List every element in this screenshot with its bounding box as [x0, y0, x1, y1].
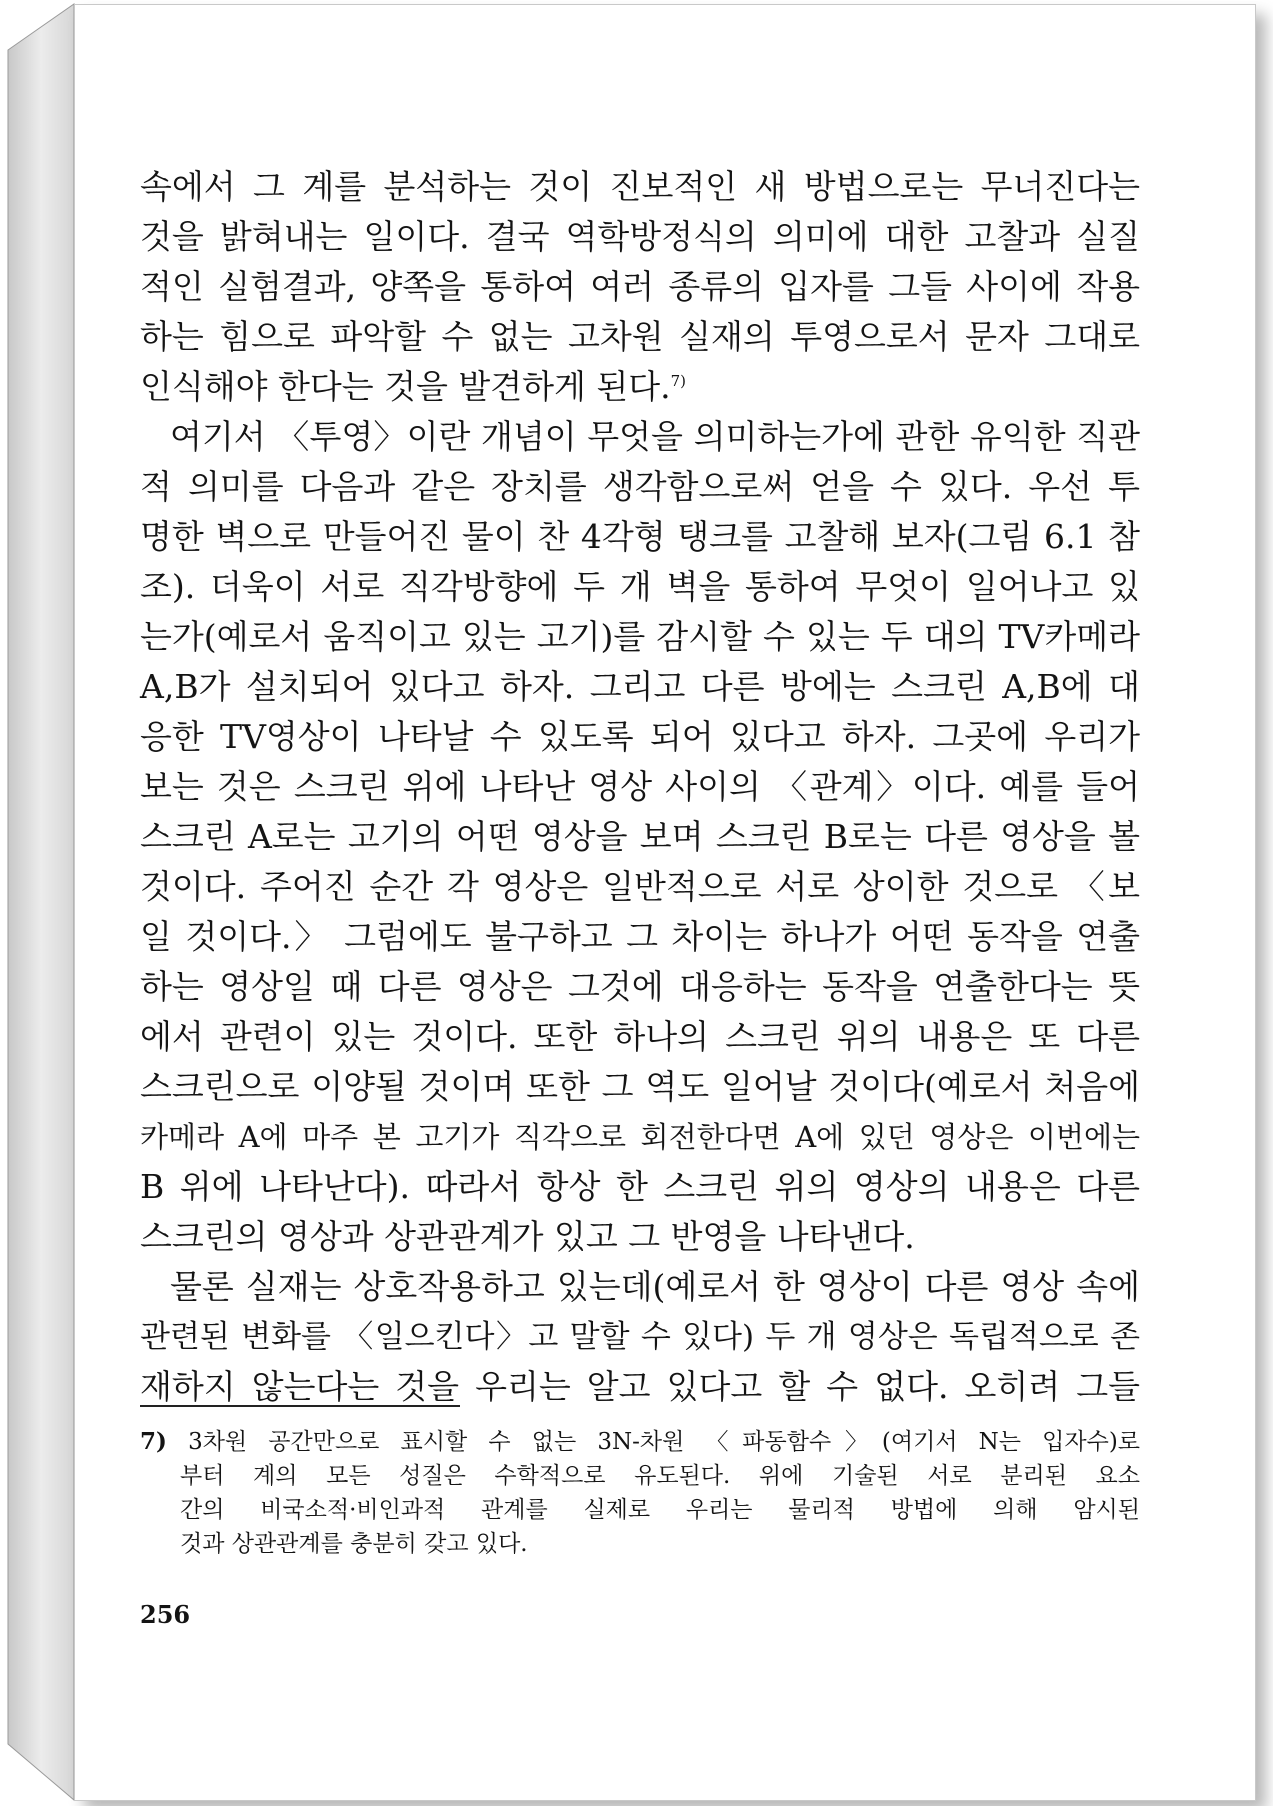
body-line-4: 하는 힘으로 파악할 수 없는 고차원 실재의 투영으로서 문자 그대로 [140, 317, 1140, 356]
body-line-15: 것이다. 주어진 순간 각 영상은 일반적으로 서로 상이한 것으로 〈보 [140, 867, 1140, 906]
footnote-line-2: 부터 계의 모든 성질은 수학적으로 유도된다. 위에 기술된 서로 분리된 요소 [180, 1463, 1140, 1489]
body-line-25: 재하지 않는다는 것을 우리는 알고 있다고 할 수 없다. 오히려 그들 [140, 1367, 1140, 1406]
body-line-6: 여기서 〈투영〉이란 개념이 무엇을 의미하는가에 관한 유익한 직관 [170, 417, 1140, 456]
body-line-14: 스크린 A로는 고기의 어떤 영상을 보며 스크린 B로는 다른 영상을 볼 [140, 817, 1140, 856]
body-line-20: 카메라 A에 마주 본 고기가 직각으로 회전한다면 A에 있던 영상은 이번에는 [140, 1120, 1140, 1154]
book-spine-edge [8, 4, 74, 1800]
body-line-1: 속에서 그 계를 분석하는 것이 진보적인 새 방법으로는 무너진다는 [140, 167, 1140, 206]
body-line-9: 조). 더욱이 서로 직각방향에 두 개 벽을 통하여 무엇이 일어나고 있 [140, 567, 1140, 606]
body-line-21: B 위에 나타난다). 따라서 항상 한 스크린 위의 영상의 내용은 다른 [140, 1167, 1140, 1206]
body-line-24: 관련된 변화를 〈일으킨다〉고 말할 수 있다) 두 개 영상은 독립적으로 존 [140, 1319, 1140, 1355]
body-line-19: 스크린으로 이양될 것이며 또한 그 역도 일어날 것이다(예로서 처음에 [140, 1067, 1140, 1106]
footnote-reference: 7) [670, 372, 687, 390]
footnote-line-3: 간의 비국소적·비인과적 관계를 실제로 우리는 물리적 방법에 의해 암시된 [180, 1497, 1140, 1523]
body-line-22: 스크린의 영상과 상관관계가 있고 그 반영을 나타낸다. [140, 1217, 915, 1256]
body-line-23: 물론 실재는 상호작용하고 있는데(예로서 한 영상이 다른 영상 속에 [170, 1267, 1140, 1306]
body-line-3: 적인 실험결과, 양쪽을 통하여 여러 종류의 입자를 그들 사이에 작용 [140, 267, 1140, 306]
footnote-line-1-text: 3차원 공간만으로 표시할 수 없는 3N-차원 〈파동함수〉(여기서 N는 입자수)로 [188, 1429, 1141, 1455]
body-line-13: 보는 것은 스크린 위에 나타난 영상 사이의 〈관계〉이다. 예를 들어 [140, 767, 1140, 806]
footnote-marker: 7) [140, 1428, 167, 1455]
body-line-11: A,B가 설치되어 있다고 하자. 그리고 다른 방에는 스크린 A,B에 대 [140, 667, 1140, 706]
page-number: 256 [140, 1600, 191, 1629]
body-line-10: 는가(예로서 움직이고 있는 고기)를 감시할 수 있는 두 대의 TV카메라 [140, 617, 1140, 656]
footnote-line-1 [140, 1425, 1140, 1459]
body-line-8: 명한 벽으로 만들어진 물이 찬 4각형 탱크를 고찰해 보자(그림 6.1 참 [140, 517, 1140, 556]
body-line-12: 응한 TV영상이 나타날 수 있도록 되어 있다고 하자. 그곳에 우리가 [140, 717, 1140, 756]
footnote-line-4: 것과 상관관계를 충분히 갖고 있다. [180, 1531, 528, 1557]
body-line-18: 에서 관련이 있는 것이다. 또한 하나의 스크린 위의 내용은 또 다른 [140, 1017, 1140, 1056]
body-line-16: 일 것이다.〉 그럼에도 불구하고 그 차이는 하나가 어떤 동작을 연출 [140, 917, 1140, 956]
body-line-2: 것을 밝혀내는 일이다. 결국 역학방정식의 의미에 대한 고찰과 실질 [140, 217, 1140, 256]
body-line-17: 하는 영상일 때 다른 영상은 그것에 대응하는 동작을 연출한다는 뜻 [140, 967, 1140, 1006]
body-line-7: 적 의미를 다음과 같은 장치를 생각함으로써 얻을 수 있다. 우선 투 [140, 467, 1140, 506]
body-line-5-text: 인식해야 한다는 것을 발견하게 된다. [140, 367, 671, 406]
footnote-divider [140, 1405, 460, 1407]
body-line-5 [140, 362, 1140, 412]
